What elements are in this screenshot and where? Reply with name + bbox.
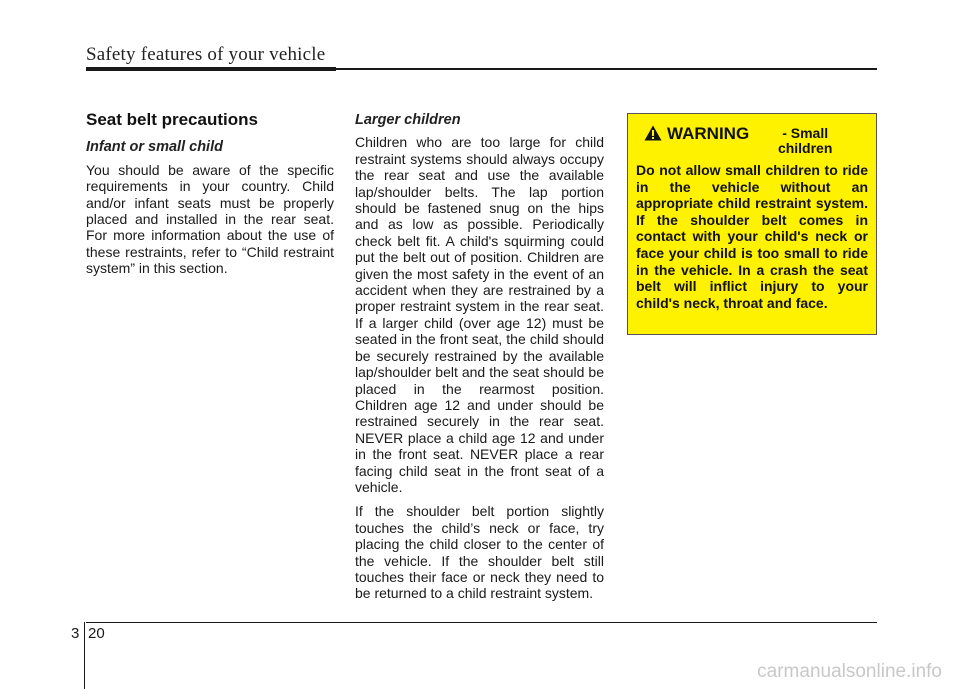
warning-word: WARNING	[667, 124, 750, 143]
header-title: Safety features of your vehicle	[86, 44, 326, 65]
page-number: 20	[88, 625, 105, 642]
chapter-number: 3	[71, 625, 80, 642]
warning-triangle-icon	[644, 125, 662, 141]
larger-children-paragraph-2: If the shoulder belt portion slightly touches the child’s neck or face, try placing the child closer to the center of the vehicle. If the shoulder belt still touches their face or neck they need to be returned to a child restraint system.	[355, 503, 604, 602]
sub-heading-larger-children: Larger children	[355, 112, 461, 128]
footer-divider	[84, 622, 85, 689]
watermark: carmanualsonline.info	[757, 661, 942, 682]
middle-column	[355, 112, 604, 610]
warning-header	[644, 124, 868, 156]
warning-subtitle: - Small children	[777, 125, 833, 156]
left-column	[86, 108, 334, 285]
larger-children-paragraph-1: Children who are too large for child restraint systems should always occupy the rear seat and use the available lap/shoulder belts. The lap portion should be fastened snug on the hips and as low as possible. Periodically check belt fit. A child's squirming could put the belt out of position. Children are given the most safety in the event of an accident when they are restrained by a proper restraint system in the rear seat. If a larger child (over age 12) must be seated in the front seat, the child should be securely restrained by the available lap/shoulder belt and the seat should be placed in the rearmost position. Children age 12 and under should be restrained securely in the rear seat. NEVER place a child age 12 and under in the front seat. NEVER place a rear facing child seat in the front seat of a vehicle.	[355, 134, 604, 495]
sub-heading-infant: Infant or small child	[86, 139, 223, 156]
section-heading: Seat belt precautions	[86, 110, 258, 129]
warning-box	[627, 113, 877, 335]
footer-rule	[86, 622, 877, 623]
infant-paragraph: You should be aware of the specific requirements in your country. Child and/or infant seats must be properly placed and installed in the rear seat. For more information about the use of these restraints, refer to “Child restraint system” in this section.	[86, 161, 334, 277]
header-rule-thick	[86, 67, 336, 71]
header-rule-thin	[336, 68, 877, 70]
warning-body: Do not allow small children to ride in the vehicle without an appropriate child restraint system. If the shoulder belt comes in contact with your child's neck or face your child is too small to ride in the vehicle. In a crash the seat belt will inflict injury to your child's neck, throat and face.	[636, 162, 868, 311]
